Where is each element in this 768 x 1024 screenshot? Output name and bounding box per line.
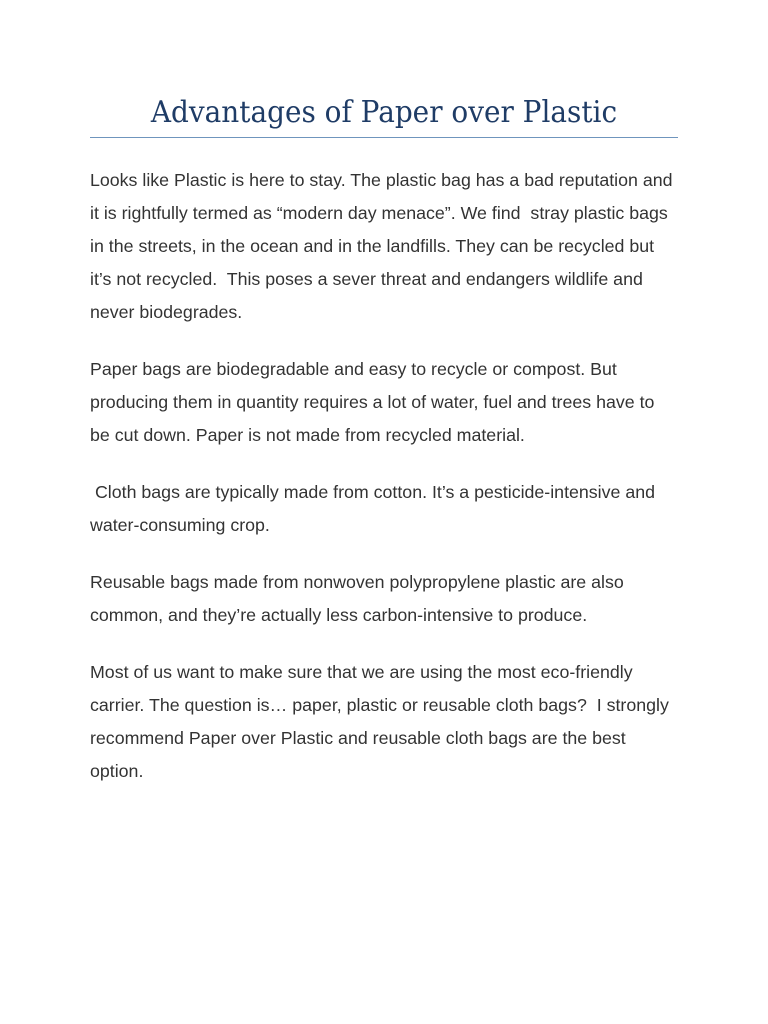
paragraph-paper-bags: Paper bags are biodegradable and easy to recycle or compost. But producing them in quantity requires a lot of water, fuel and trees have to be cut down. Paper is not made from recycled material. [90, 359, 660, 445]
document-body [90, 164, 678, 812]
paragraph-reusable-bags: Reusable bags made from nonwoven polypropylene plastic are also common, and they’re actually less carbon-intensive to produce. [90, 572, 629, 625]
document-title: Advantages of Paper over Plastic [150, 95, 618, 130]
paragraph-plastic-menace: Looks like Plastic is here to stay. The plastic bag has a bad reputation and it is rightfully termed as “modern day menace”. We find stray plastic bags in the streets, in the ocean and in the landfills. They can be recycled but it’s not recycled. This poses a sever threat and endangers wildlife and never biodegrades. [90, 170, 678, 322]
title-underline-rule [90, 137, 678, 138]
paragraph-cloth-bags: Cloth bags are typically made from cotton. It’s a pesticide-intensive and water-consuming crop. [90, 482, 660, 535]
paragraph-recommendation: Most of us want to make sure that we are using the most eco-friendly carrier. The question is… paper, plastic or reusable cloth bags? I strongly recommend Paper over Plastic and reusable cloth bags are the best option. [90, 662, 674, 781]
